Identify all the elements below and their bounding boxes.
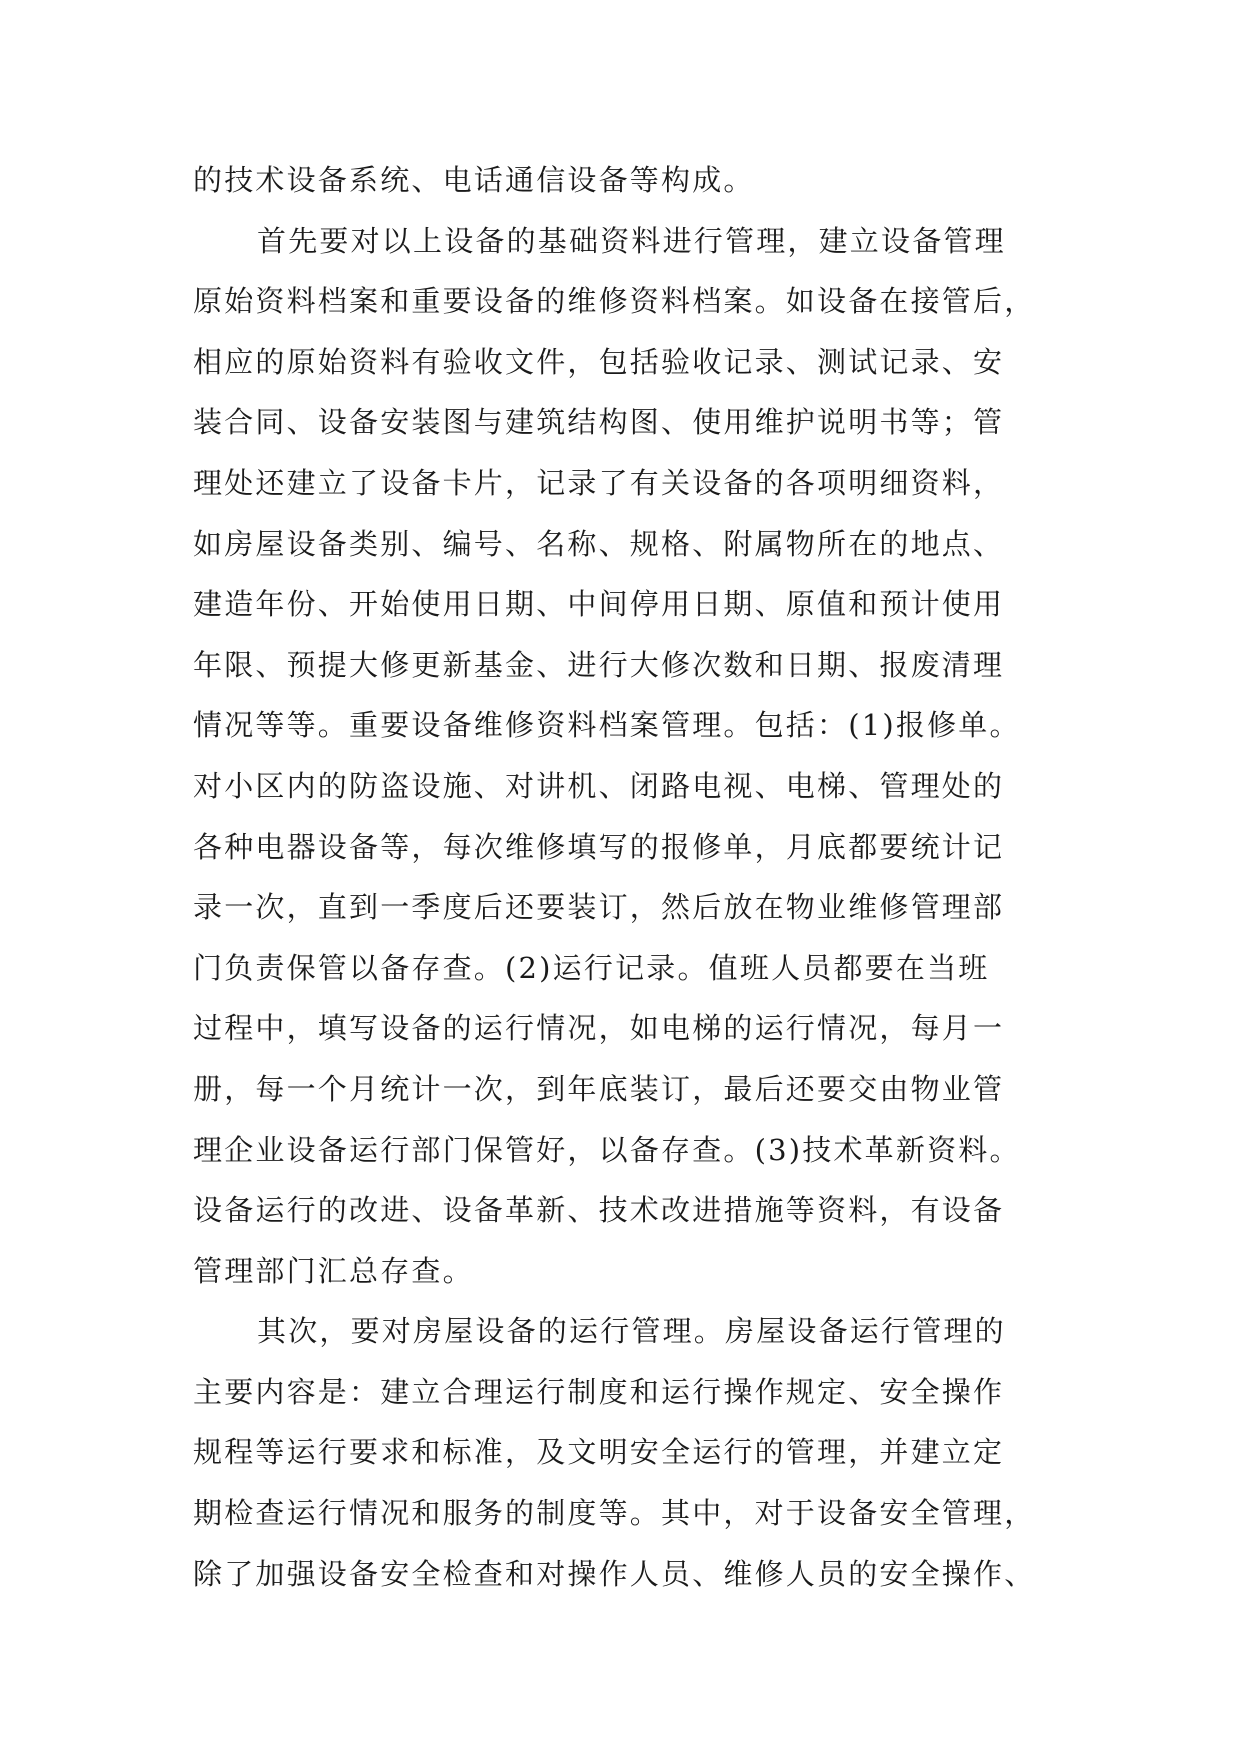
- text-line: 理处还建立了设备卡片，记录了有关设备的各项明细资料，: [193, 465, 1005, 500]
- text-line: 各种电器设备等，每次维修填写的报修单，月底都要统计记: [193, 829, 1005, 864]
- text-line: 年限、预提大修更新基金、进行大修次数和日期、报废清理: [193, 647, 1005, 682]
- text-line: 其次，要对房屋设备的运行管理。房屋设备运行管理的: [257, 1314, 1006, 1349]
- text-line: 建造年份、开始使用日期、中间停用日期、原值和预计使用: [193, 587, 1005, 622]
- text-line: 管理部门汇总存查。: [193, 1253, 474, 1288]
- text-line: 原始资料档案和重要设备的维修资料档案。如设备在接管后，: [193, 284, 1036, 319]
- text-line: 除了加强设备安全检查和对操作人员、维修人员的安全操作、: [193, 1556, 1036, 1591]
- text-line: 录一次，直到一季度后还要装订，然后放在物业维修管理部: [193, 890, 1005, 925]
- text-line: 规程等运行要求和标准，及文明安全运行的管理，并建立定: [193, 1435, 1005, 1470]
- text-line: 相应的原始资料有验收文件，包括验收记录、测试记录、安: [193, 344, 1005, 379]
- text-line: 情况等等。重要设备维修资料档案管理。包括：(1)报修单。: [193, 708, 1021, 743]
- text-line: 期检查运行情况和服务的制度等。其中，对于设备安全管理，: [193, 1496, 1036, 1531]
- text-line: 装合同、设备安装图与建筑结构图、使用维护说明书等；管: [193, 405, 1005, 440]
- text-line: 的技术设备系统、电话通信设备等构成。: [193, 163, 755, 197]
- text-line: 门负责保管以备存查。(2)运行记录。值班人员都要在当班: [193, 950, 990, 985]
- text-line: 理企业设备运行部门保管好，以备存查。(3)技术革新资料。: [193, 1132, 1021, 1167]
- body-text: [193, 150, 1073, 1604]
- text-line: 首先要对以上设备的基础资料进行管理，建立设备管理: [257, 223, 1006, 258]
- text-line: 对小区内的防盗设施、对讲机、闭路电视、电梯、管理处的: [193, 768, 1005, 803]
- text-line: 设备运行的改进、设备革新、技术改进措施等资料，有设备: [193, 1193, 1005, 1228]
- text-line: 过程中，填写设备的运行情况，如电梯的运行情况，每月一: [193, 1011, 1005, 1046]
- text-line: 主要内容是：建立合理运行制度和运行操作规定、安全操作: [193, 1374, 1005, 1409]
- text-line: 如房屋设备类别、编号、名称、规格、附属物所在的地点、: [193, 526, 1005, 561]
- text-line: 册，每一个月统计一次，到年底装订，最后还要交由物业管: [193, 1071, 1005, 1106]
